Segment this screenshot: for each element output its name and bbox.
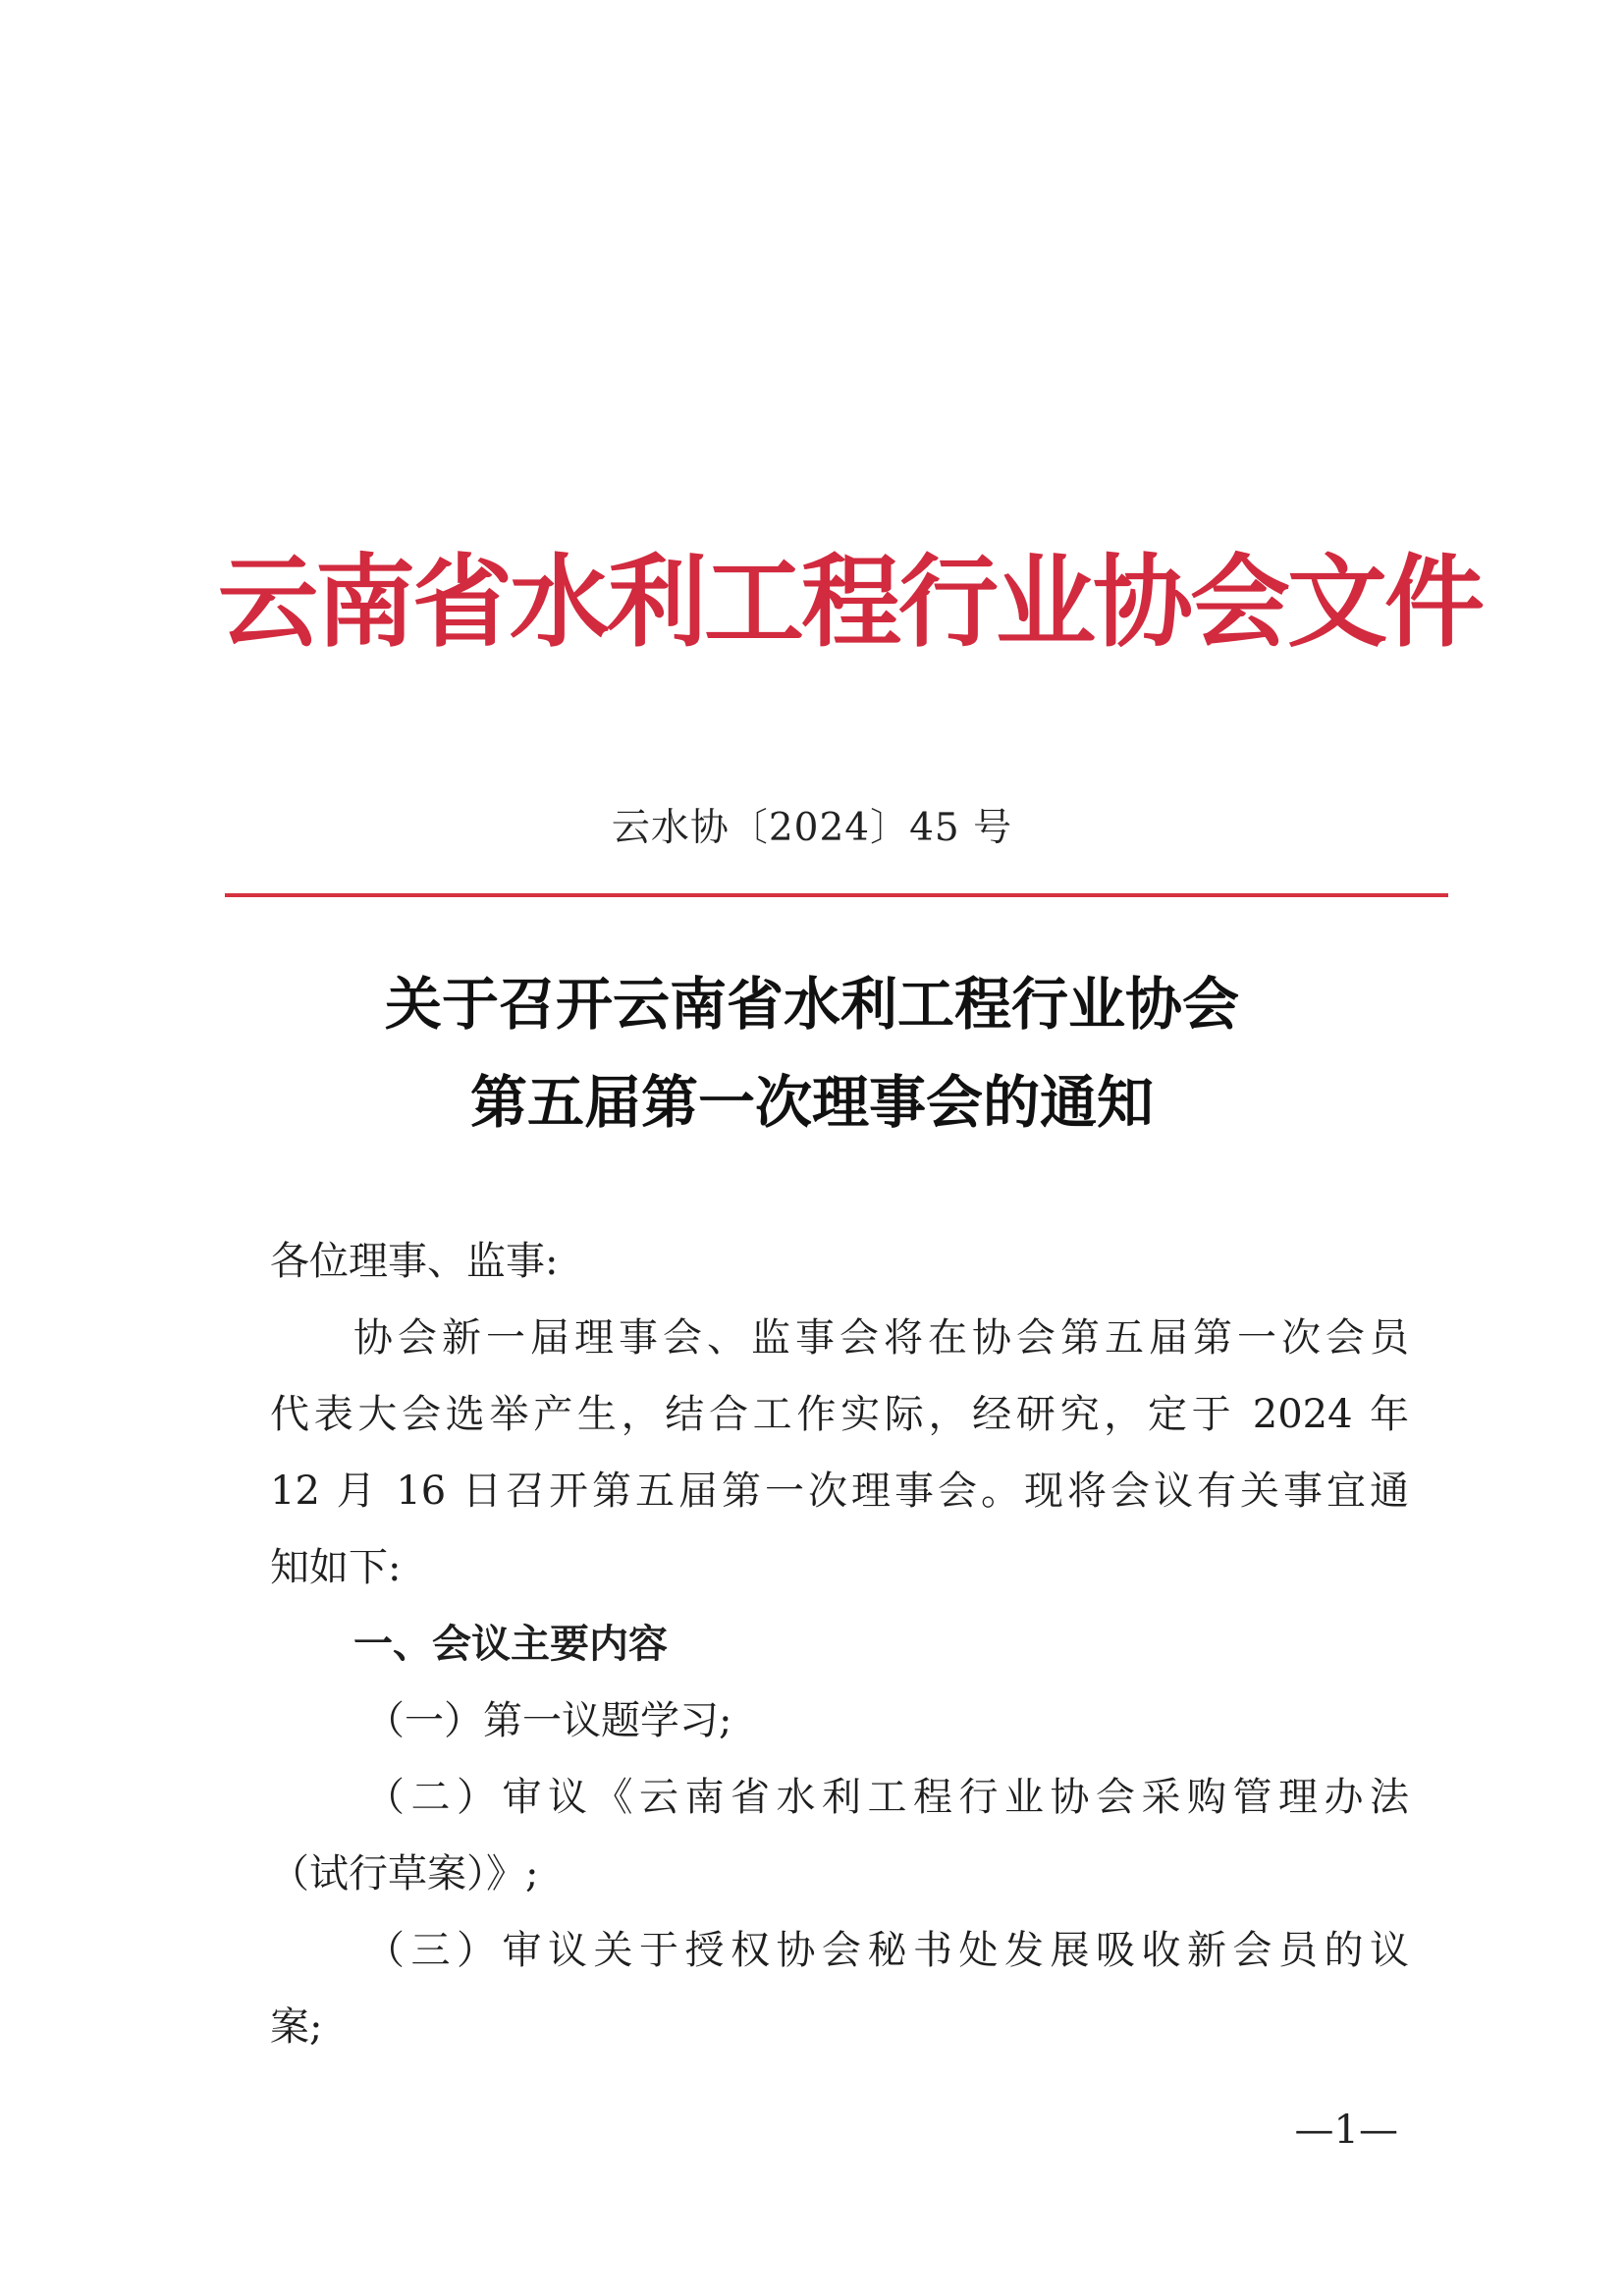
paragraph-line-2: 代表大会选举产生，结合工作实际，经研究，定于 2024 年 — [270, 1392, 1409, 1437]
agenda-item-3: （三）审议关于授权协会秘书处发展吸收新会员的议 — [365, 1928, 1409, 1973]
paragraph-line-4: 知如下: — [270, 1545, 402, 1590]
document-header-title: 云南省水利工程行业协会文件 — [218, 545, 1482, 662]
notice-title-line-2: 第五届第一次理事会的通知 — [469, 1069, 1154, 1136]
section-heading-meeting-content: 一、会议主要内容 — [353, 1622, 668, 1667]
paragraph-line-3: 12 月 16 日召开第五届第一次理事会。现将会议有关事宜通 — [270, 1468, 1409, 1514]
agenda-item-2-continued: （试行草案）》; — [270, 1851, 539, 1896]
agenda-item-1: （一）第一议题学习; — [365, 1698, 732, 1743]
page-number: —1— — [1294, 2108, 1398, 2153]
agenda-item-2: （二）审议《云南省水利工程行业协会采购管理办法 — [365, 1775, 1409, 1820]
red-divider-line — [225, 893, 1448, 897]
document-number: 云水协〔2024〕45 号 — [611, 806, 1013, 850]
notice-title-line-1: 关于召开云南省水利工程行业协会 — [384, 971, 1239, 1038]
paragraph-line-1: 协会新一届理事会、监事会将在协会第五届第一次会员 — [353, 1315, 1409, 1361]
agenda-item-3-continued: 案; — [270, 2004, 323, 2050]
salutation: 各位理事、监事: — [270, 1239, 559, 1284]
